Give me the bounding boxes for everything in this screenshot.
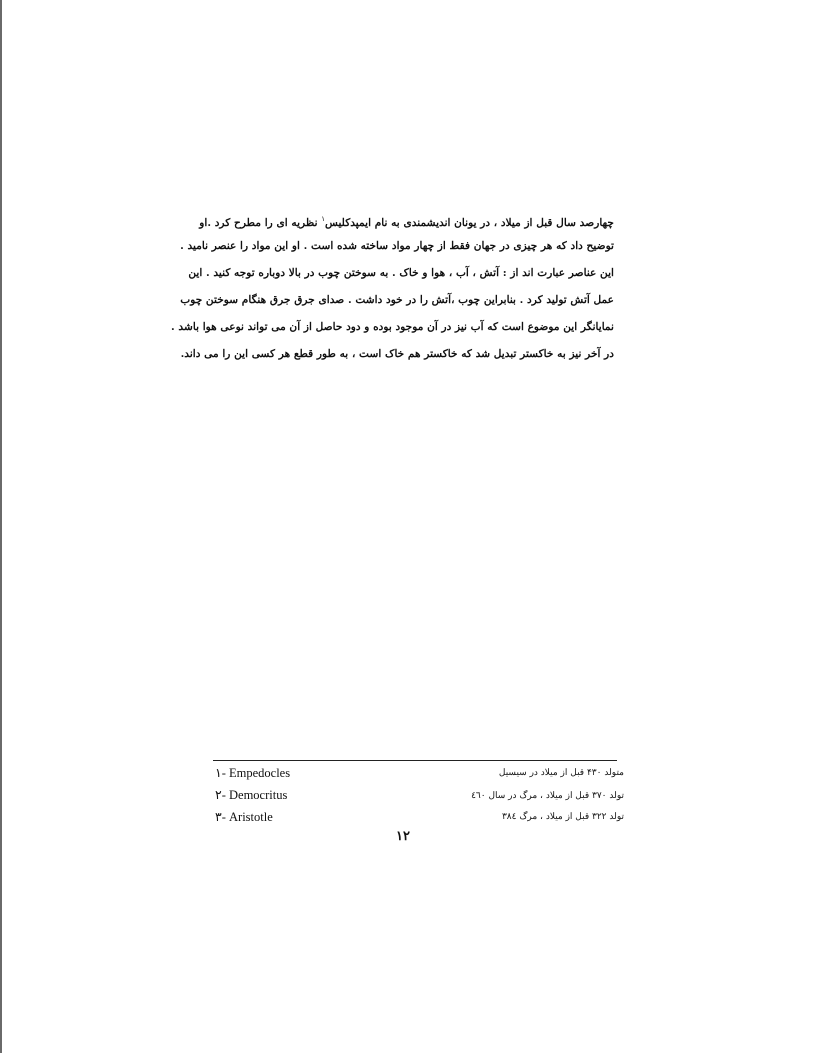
paragraph-line-5: نمایانگر این موضوع است که آب نیز در آن موجود بوده و دود حاصل از آن می تواند نوعی هوا باشد . (171, 321, 614, 333)
paragraph-line-2: توضیح داد که هر چیزی در جهان فقط از چهار مواد ساخته شده است . او این مواد را عنصر نامید . (180, 240, 614, 252)
page-number: ۱۲ (396, 829, 410, 844)
paragraph-line-1-start: چهارصد سال قبل از میلاد ، در یونان اندیشمندی به نام ایمپدکلیس (324, 217, 614, 229)
main-paragraph (171, 206, 614, 368)
footnote-marker-1: ۱ (321, 215, 325, 223)
footnote-3-name: ۳- Aristotle (215, 810, 273, 824)
paragraph-line-1 (199, 206, 614, 233)
footnote-2-note: تولد ۳۷۰ قبل از میلاد ، مرگ در سال ٤٦٠ (471, 791, 624, 801)
paragraph-line-6: در آخر نیز به خاکستر تبدیل شد که خاکستر هم خاک است ، به طور قطع هر کسی این را می داند. (180, 348, 614, 360)
paragraph-line-1-end: نظریه ای را مطرح کرد .او (199, 217, 318, 229)
paragraph-line-3: این عناصر عبارت اند از : آتش ، آب ، هوا و خاک . به سوختن چوب در بالا دوباره توجه کنید . این (188, 267, 614, 279)
footnote-separator (213, 760, 617, 761)
footnote-1-name: ۱- Empedocles (215, 766, 291, 780)
footnote-2-name: ۲- Democritus (215, 788, 288, 802)
footnote-1-note: متولد ۴۳۰ قبل از میلاد در سیسیل (498, 768, 624, 778)
page-left-border (0, 0, 2, 1053)
footnote-3-note: تولد ۳۲۲ قبل از میلاد ، مرگ ۳۸٤ (501, 812, 624, 822)
paragraph-line-4: عمل آتش تولید کرد . بنابراین چوب ،آتش را در خود داشت . صدای جرق جرق هنگام سوختن چوب (180, 294, 614, 306)
